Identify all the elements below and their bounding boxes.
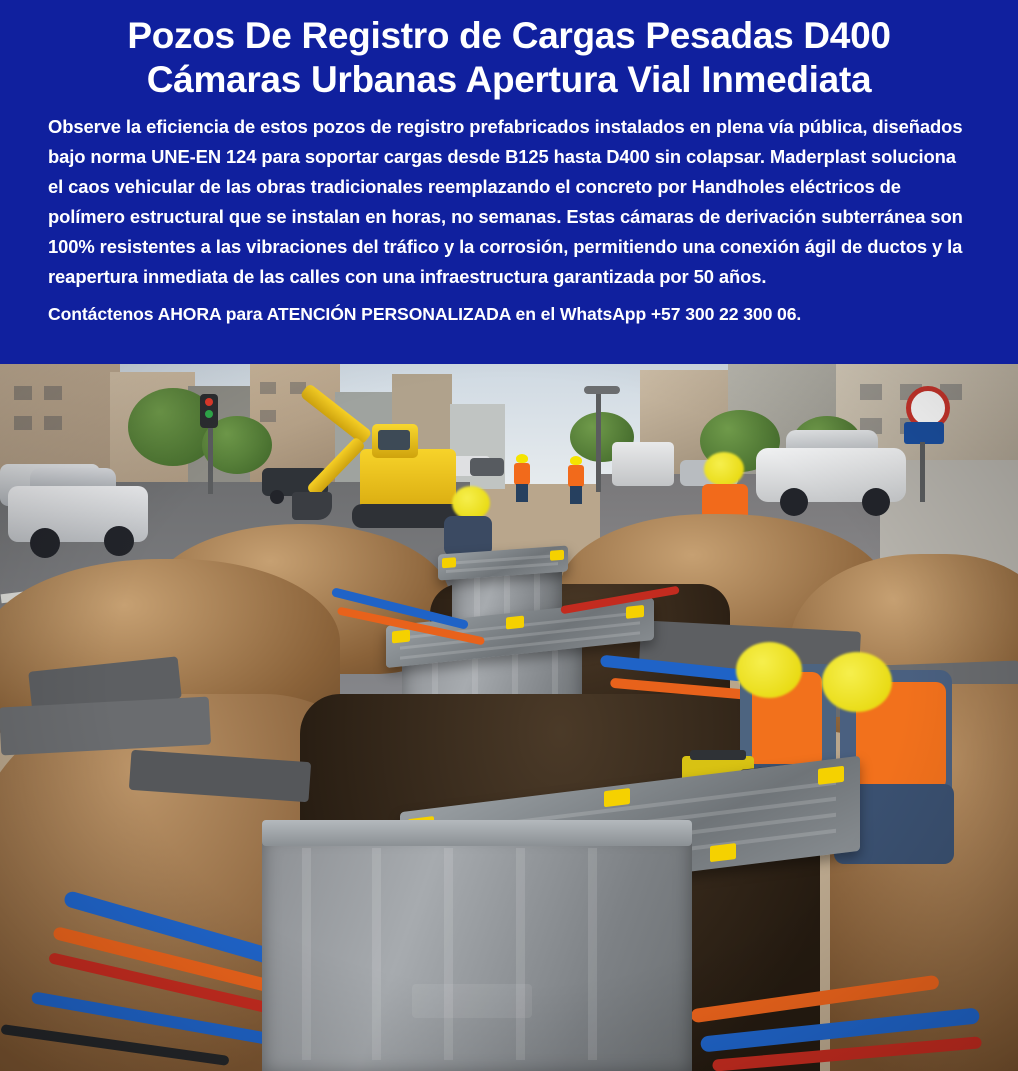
photo-vignette	[0, 364, 1018, 1071]
headline-line-1: Pozos De Registro de Cargas Pesadas D400	[127, 15, 891, 56]
headline-line-2: Cámaras Urbanas Apertura Vial Inmediata	[146, 59, 872, 100]
poster-body-text: Observe la eficiencia de estos pozos de registro prefabricados instalados en plena vía pública, diseñados bajo norma UNE-EN 124 para soportar cargas desde B125 hasta D400 sin colapsar. Maderplast soluciona el caos vehicular de las obras tradicionales reemplazando el concreto por Handholes eléctricos de polímero estructural que se instalan en horas, no semanas. Estas cámaras de derivación subterránea son 100% resistentes a las vibraciones del tráfico y la corrosión, permitiendo una conexión ágil de ductos y la reapertura inmediata de las calles con una infraestructura garantizada por 50 años.	[48, 116, 963, 287]
construction-photo	[0, 364, 1018, 1071]
poster-cta-text: Contáctenos AHORA para ATENCIÓN PERSONALIZADA en el WhatsApp +57 300 22 300 06.	[48, 304, 802, 324]
poster-headline	[48, 14, 970, 102]
headline-banner	[0, 0, 1018, 364]
